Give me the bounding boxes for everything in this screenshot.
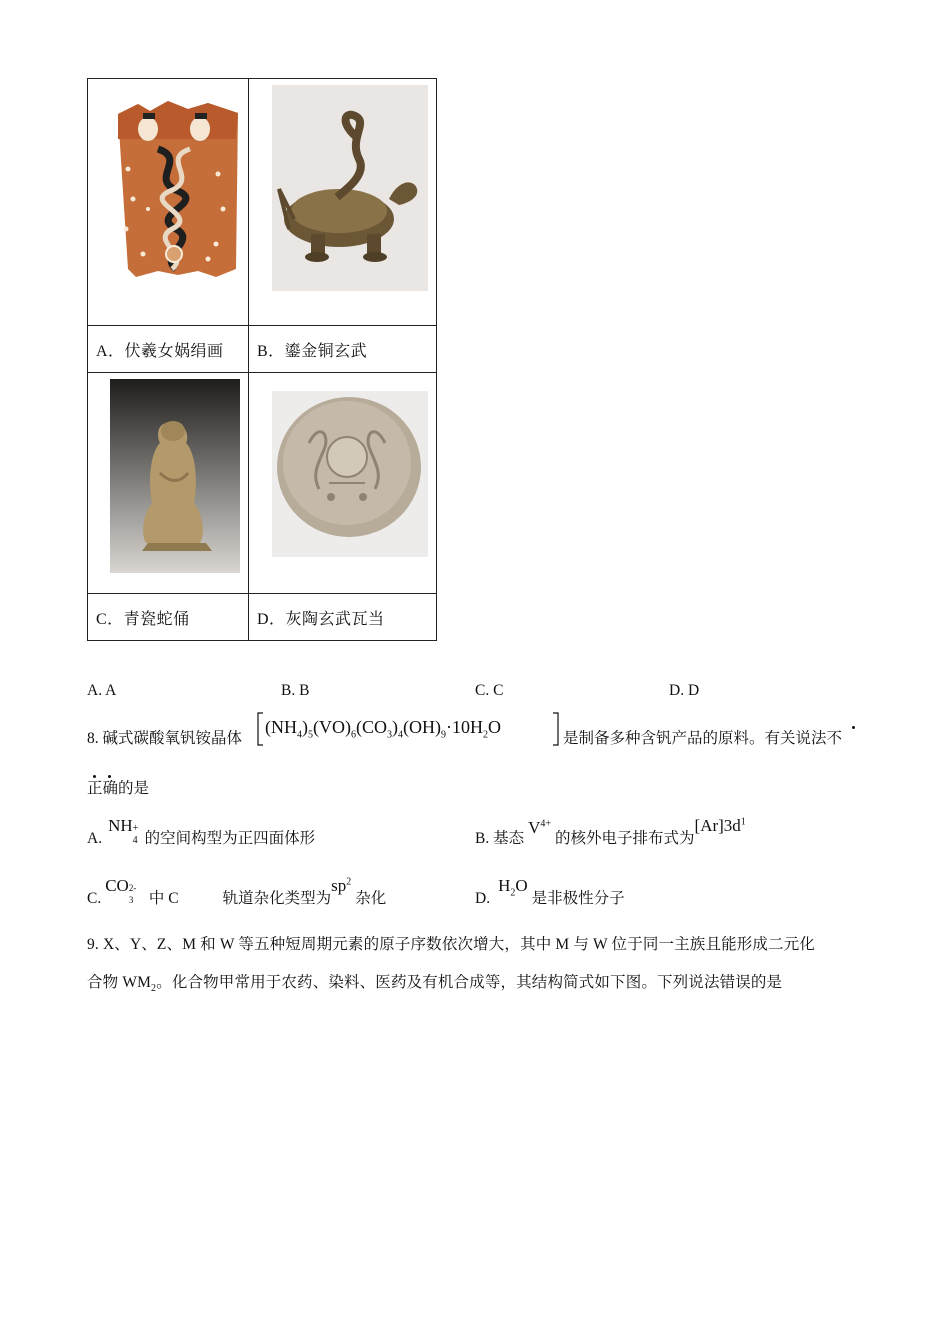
q8-option-a-label: A. (87, 830, 103, 847)
q8-number: 8. (87, 730, 99, 747)
silk-painting-image (88, 79, 240, 325)
celadon-snake-cell (88, 373, 249, 594)
emphasis-dot (852, 726, 855, 729)
tile-end-image (249, 373, 428, 593)
formula-sub: 2 (483, 729, 488, 741)
caption-a-text: A．伏羲女娲绢画 (96, 342, 224, 360)
formula-sub: 4 (297, 729, 302, 741)
formula-sub: 4 (398, 729, 403, 741)
hyb-base: sp (331, 876, 347, 895)
q7-option-c[interactable]: C. C (475, 682, 504, 699)
ion-base: NH (108, 816, 133, 835)
formula-part: (VO) (313, 717, 351, 737)
formula-right-bracket (552, 712, 560, 746)
silk-painting-cell (88, 79, 249, 326)
formula-part: ·10H (446, 717, 483, 737)
q8-option-b[interactable] (475, 816, 746, 847)
mol-base: H (498, 876, 511, 895)
ion-sup: 4+ (540, 818, 552, 830)
q8-option-a-text: 的空间构型为正四面体形 (144, 830, 316, 847)
mol-sub: 2 (510, 887, 516, 899)
q8-option-b-label: B. 基态 (475, 830, 525, 847)
ion-sup: 2- (128, 883, 137, 893)
formula-sub: 3 (387, 729, 392, 741)
caption-b (249, 326, 437, 373)
electron-config (695, 816, 746, 835)
config-sup: 1 (740, 816, 746, 828)
caption-c-text: C．青瓷蛇俑 (96, 610, 190, 628)
formula-part: (NH (265, 717, 297, 737)
formula-part: O (488, 717, 501, 737)
q8-option-c[interactable] (87, 876, 387, 907)
q8-option-b-mid: 的核外电子排布式为 (555, 830, 695, 847)
q9-line2-pre: 合物 WM (87, 974, 152, 991)
q9-line1: 9. X、Y、Z、M 和 W 等五种短周期元素的原子序数依次增大，其中 M 与 W 位于同一主族且能形成二元化 (87, 936, 815, 953)
q8-option-a[interactable] (87, 816, 316, 847)
bronze-turtle-image (249, 79, 428, 325)
q8-option-d[interactable] (475, 876, 625, 907)
ion-sup: + (132, 823, 139, 834)
co3-ion (105, 876, 143, 905)
mol-base: O (515, 876, 528, 895)
formula-left-bracket (256, 712, 264, 746)
config-base: [Ar]3d (694, 816, 741, 835)
ion-sub: 3 (128, 895, 134, 905)
formula-sub: 6 (351, 729, 356, 741)
caption-d-text: D．灰陶玄武瓦当 (257, 610, 385, 628)
emphasis-dot (93, 775, 96, 778)
q8-option-c-label: C. (87, 890, 102, 907)
q7-option-b[interactable]: B. B (281, 682, 310, 699)
ion-base: V (528, 818, 541, 837)
formula-part: ) (392, 717, 398, 737)
artifact-table (87, 78, 437, 641)
formula-body (265, 717, 501, 741)
q7-option-a[interactable]: A. A (87, 682, 117, 699)
h2o-molecule (498, 876, 528, 899)
q8-stem-line2: 正确的是 (87, 780, 150, 797)
q8-option-d-text: 是非极性分子 (531, 890, 625, 907)
nh4-ion (108, 816, 141, 846)
formula-part: (OH) (403, 717, 441, 737)
q8-stem-pre: 碱式碳酸氧钒铵晶体 (102, 730, 243, 747)
caption-a (88, 326, 249, 373)
celadon-snake-image (88, 373, 240, 593)
ion-base: CO (105, 876, 129, 895)
q9-line2-post: 。化合物甲常用于农药、染料、医药及有机合成等，其结构简式如下图。下列说法错误的是 (156, 974, 783, 991)
ion-sub: 4 (132, 835, 138, 846)
caption-b-text: B．鎏金铜玄武 (257, 342, 368, 360)
hybridization (331, 876, 351, 895)
q7-option-d[interactable]: D. D (669, 682, 700, 699)
formula-part: (CO (356, 717, 387, 737)
caption-c (88, 594, 249, 641)
v4-ion (528, 818, 551, 837)
q8-option-c-end: 杂化 (355, 890, 387, 907)
hyb-sup: 2 (346, 876, 352, 888)
q8-stem-start (87, 731, 242, 747)
bronze-turtle-cell (249, 79, 437, 326)
q8-option-c-text: 轨道杂化类型为 (222, 890, 332, 907)
q9-line2-sub: 2 (151, 983, 157, 995)
q8-option-d-label: D. (475, 890, 491, 907)
q8-option-c-mid: 中 C (148, 890, 179, 907)
formula-part: ) (302, 717, 308, 737)
q8-stem-post: 是制备多种含钒产品的原料。有关说法不 (563, 730, 843, 747)
emphasis-dot (108, 775, 111, 778)
formula-sub: 9 (441, 729, 446, 741)
caption-d (249, 594, 437, 641)
formula-sub: 5 (308, 729, 313, 741)
tile-end-cell (249, 373, 437, 594)
q9-line2 (87, 975, 782, 994)
